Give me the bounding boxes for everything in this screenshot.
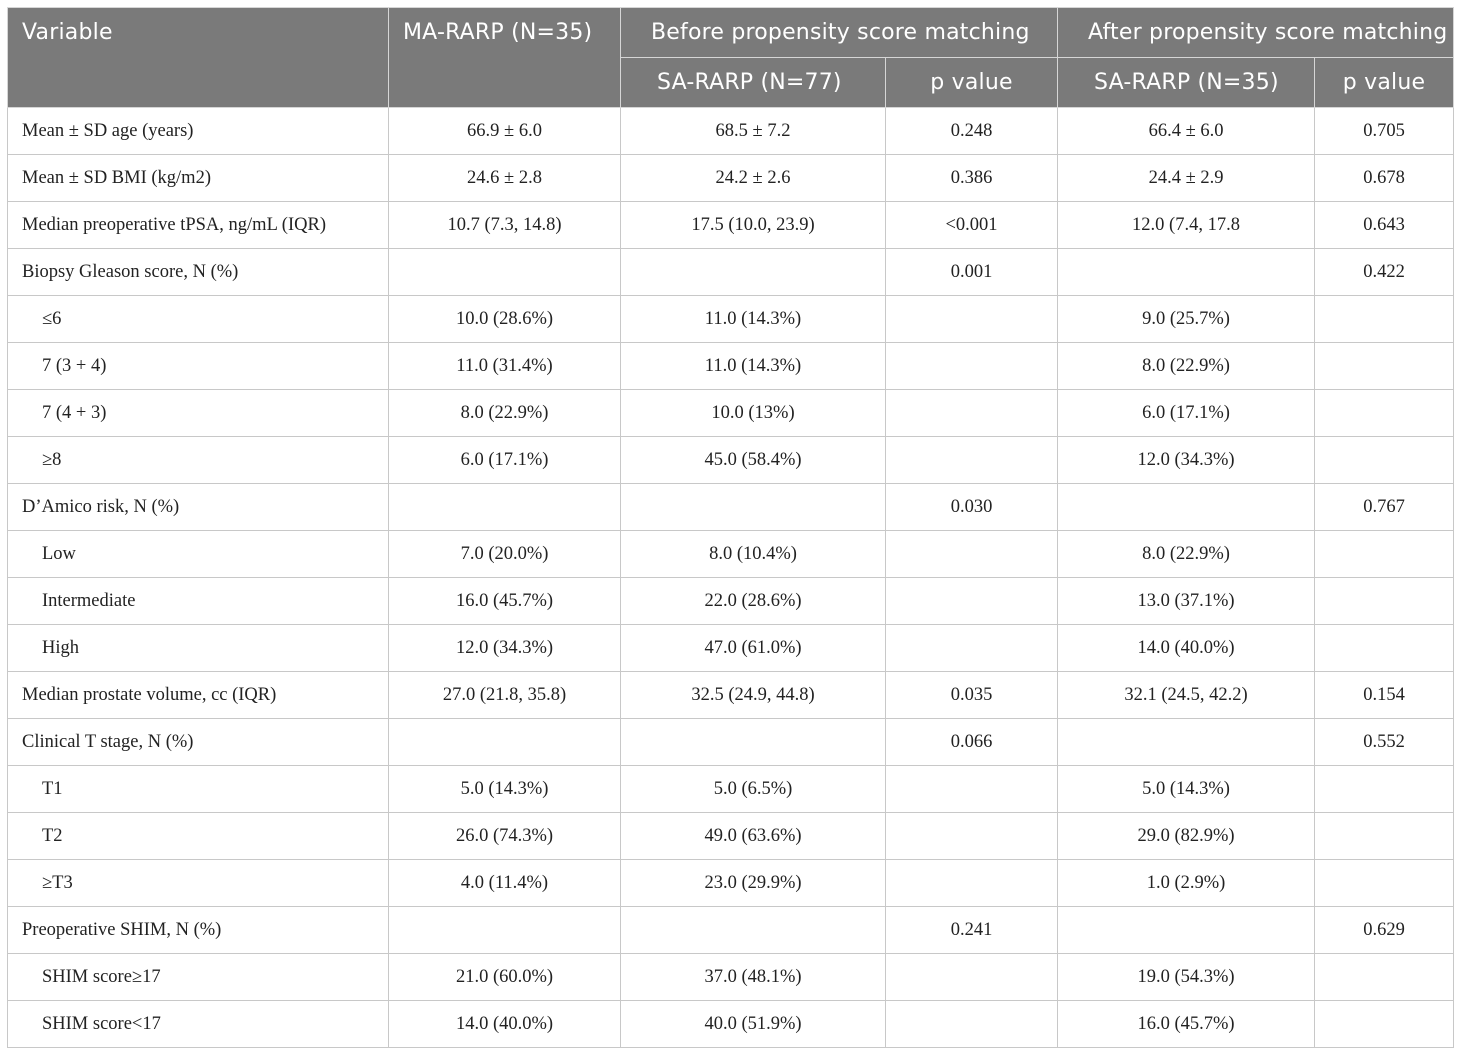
table-row [8,907,1454,954]
cell-sa-rarp-before [621,484,886,531]
row-label: ≤6 [8,296,389,343]
table-row [8,1001,1454,1048]
row-label: 7 (3 + 4) [8,343,389,390]
row-label: Mean ± SD age (years) [8,108,389,155]
cell-sa-rarp-after: 32.1 (24.5, 42.2) [1058,672,1315,719]
header-p-before: p value [886,58,1058,108]
cell-ma-rarp: 14.0 (40.0%) [389,1001,621,1048]
row-label: ≥8 [8,437,389,484]
cell-ma-rarp [389,249,621,296]
cell-sa-rarp-after: 8.0 (22.9%) [1058,531,1315,578]
cell-p-before [886,813,1058,860]
table-body [8,108,1454,1048]
header-sa-rarp-after: SA-RARP (N=35) [1058,58,1315,108]
table-row [8,860,1454,907]
cell-ma-rarp: 7.0 (20.0%) [389,531,621,578]
cell-p-before [886,531,1058,578]
cell-sa-rarp-before: 11.0 (14.3%) [621,296,886,343]
row-label: T1 [8,766,389,813]
cell-p-after [1315,813,1454,860]
cell-p-after: 0.629 [1315,907,1454,954]
cell-p-after [1315,954,1454,1001]
cell-p-before [886,296,1058,343]
cell-ma-rarp: 16.0 (45.7%) [389,578,621,625]
header-variable: Variable [8,8,389,108]
header-sa-rarp-before: SA-RARP (N=77) [621,58,886,108]
table-row [8,954,1454,1001]
cell-sa-rarp-before: 5.0 (6.5%) [621,766,886,813]
cell-sa-rarp-before: 40.0 (51.9%) [621,1001,886,1048]
row-label: Preoperative SHIM, N (%) [8,907,389,954]
table-row [8,813,1454,860]
table-row [8,437,1454,484]
cell-sa-rarp-after: 13.0 (37.1%) [1058,578,1315,625]
table-row [8,672,1454,719]
table-row [8,249,1454,296]
cell-sa-rarp-before: 10.0 (13%) [621,390,886,437]
row-label: SHIM score≥17 [8,954,389,1001]
cell-sa-rarp-after: 5.0 (14.3%) [1058,766,1315,813]
cell-p-before [886,343,1058,390]
table-row [8,719,1454,766]
row-label: Median preoperative tPSA, ng/mL (IQR) [8,202,389,249]
cell-ma-rarp: 21.0 (60.0%) [389,954,621,1001]
cell-sa-rarp-after: 24.4 ± 2.9 [1058,155,1315,202]
cell-p-after [1315,343,1454,390]
cell-sa-rarp-after: 29.0 (82.9%) [1058,813,1315,860]
header-after-psm: After propensity score matching [1058,8,1454,58]
cell-ma-rarp: 5.0 (14.3%) [389,766,621,813]
table-row [8,484,1454,531]
cell-p-before: 0.030 [886,484,1058,531]
cell-sa-rarp-before: 24.2 ± 2.6 [621,155,886,202]
cell-p-before: 0.001 [886,249,1058,296]
table-row [8,343,1454,390]
cell-sa-rarp-after: 12.0 (7.4, 17.8 [1058,202,1315,249]
cell-ma-rarp [389,484,621,531]
cell-sa-rarp-before [621,719,886,766]
cell-sa-rarp-before [621,907,886,954]
cell-sa-rarp-after: 6.0 (17.1%) [1058,390,1315,437]
cell-sa-rarp-after: 19.0 (54.3%) [1058,954,1315,1001]
cell-p-before [886,625,1058,672]
table-row [8,202,1454,249]
cell-sa-rarp-before: 47.0 (61.0%) [621,625,886,672]
cell-ma-rarp: 24.6 ± 2.8 [389,155,621,202]
cell-sa-rarp-after: 14.0 (40.0%) [1058,625,1315,672]
table-header [8,8,1454,108]
cell-p-before [886,390,1058,437]
cell-sa-rarp-after: 9.0 (25.7%) [1058,296,1315,343]
cell-sa-rarp-before: 23.0 (29.9%) [621,860,886,907]
cell-p-after: 0.767 [1315,484,1454,531]
cell-p-after [1315,578,1454,625]
cell-sa-rarp-before: 11.0 (14.3%) [621,343,886,390]
cell-ma-rarp: 26.0 (74.3%) [389,813,621,860]
cell-sa-rarp-before: 37.0 (48.1%) [621,954,886,1001]
cell-sa-rarp-before: 22.0 (28.6%) [621,578,886,625]
cell-sa-rarp-before: 32.5 (24.9, 44.8) [621,672,886,719]
cell-p-before [886,766,1058,813]
row-label: 7 (4 + 3) [8,390,389,437]
row-label: Mean ± SD BMI (kg/m2) [8,155,389,202]
cell-p-after [1315,766,1454,813]
cell-sa-rarp-after: 66.4 ± 6.0 [1058,108,1315,155]
cell-sa-rarp-before: 17.5 (10.0, 23.9) [621,202,886,249]
table-row [8,108,1454,155]
cell-p-before: 0.066 [886,719,1058,766]
row-label: T2 [8,813,389,860]
cell-sa-rarp-after [1058,907,1315,954]
cell-p-before: 0.386 [886,155,1058,202]
header-p-after: p value [1315,58,1454,108]
row-label: High [8,625,389,672]
cell-p-after [1315,531,1454,578]
cell-sa-rarp-after: 8.0 (22.9%) [1058,343,1315,390]
cell-ma-rarp: 11.0 (31.4%) [389,343,621,390]
cell-p-before: 0.248 [886,108,1058,155]
cell-p-before: 0.241 [886,907,1058,954]
cell-p-before [886,578,1058,625]
row-label: Clinical T stage, N (%) [8,719,389,766]
header-ma-rarp: MA-RARP (N=35) [389,8,621,108]
cell-sa-rarp-after [1058,719,1315,766]
cell-p-after: 0.678 [1315,155,1454,202]
cell-sa-rarp-before: 49.0 (63.6%) [621,813,886,860]
cell-sa-rarp-after [1058,249,1315,296]
cell-p-after [1315,437,1454,484]
cell-p-after [1315,296,1454,343]
cell-p-after [1315,1001,1454,1048]
cell-p-after: 0.643 [1315,202,1454,249]
table-row [8,766,1454,813]
cell-p-after [1315,390,1454,437]
cell-sa-rarp-before: 68.5 ± 7.2 [621,108,886,155]
cell-ma-rarp: 6.0 (17.1%) [389,437,621,484]
table-row [8,625,1454,672]
header-row-1 [8,8,1454,58]
table-row [8,531,1454,578]
row-label: Low [8,531,389,578]
cell-sa-rarp-before [621,249,886,296]
cell-p-after [1315,860,1454,907]
cell-p-before [886,954,1058,1001]
cell-ma-rarp [389,719,621,766]
baseline-characteristics-table [7,7,1454,1048]
cell-p-before [886,860,1058,907]
cell-p-before: <0.001 [886,202,1058,249]
cell-ma-rarp: 66.9 ± 6.0 [389,108,621,155]
cell-p-after: 0.705 [1315,108,1454,155]
row-label: Median prostate volume, cc (IQR) [8,672,389,719]
cell-sa-rarp-before: 8.0 (10.4%) [621,531,886,578]
header-before-psm: Before propensity score matching [621,8,1058,58]
row-label: SHIM score<17 [8,1001,389,1048]
cell-ma-rarp: 4.0 (11.4%) [389,860,621,907]
table-row [8,390,1454,437]
cell-ma-rarp: 27.0 (21.8, 35.8) [389,672,621,719]
cell-sa-rarp-before: 45.0 (58.4%) [621,437,886,484]
cell-sa-rarp-after: 1.0 (2.9%) [1058,860,1315,907]
cell-ma-rarp: 10.7 (7.3, 14.8) [389,202,621,249]
table-row [8,578,1454,625]
row-label: Intermediate [8,578,389,625]
cell-ma-rarp: 12.0 (34.3%) [389,625,621,672]
cell-p-before [886,1001,1058,1048]
cell-sa-rarp-after: 16.0 (45.7%) [1058,1001,1315,1048]
row-label: D’Amico risk, N (%) [8,484,389,531]
cell-ma-rarp [389,907,621,954]
table-row [8,296,1454,343]
cell-sa-rarp-after: 12.0 (34.3%) [1058,437,1315,484]
cell-p-before: 0.035 [886,672,1058,719]
cell-ma-rarp: 8.0 (22.9%) [389,390,621,437]
cell-sa-rarp-after [1058,484,1315,531]
cell-p-after [1315,625,1454,672]
table-row [8,155,1454,202]
cell-p-after: 0.422 [1315,249,1454,296]
row-label: Biopsy Gleason score, N (%) [8,249,389,296]
cell-p-before [886,437,1058,484]
row-label: ≥T3 [8,860,389,907]
cell-p-after: 0.154 [1315,672,1454,719]
cell-ma-rarp: 10.0 (28.6%) [389,296,621,343]
cell-p-after: 0.552 [1315,719,1454,766]
